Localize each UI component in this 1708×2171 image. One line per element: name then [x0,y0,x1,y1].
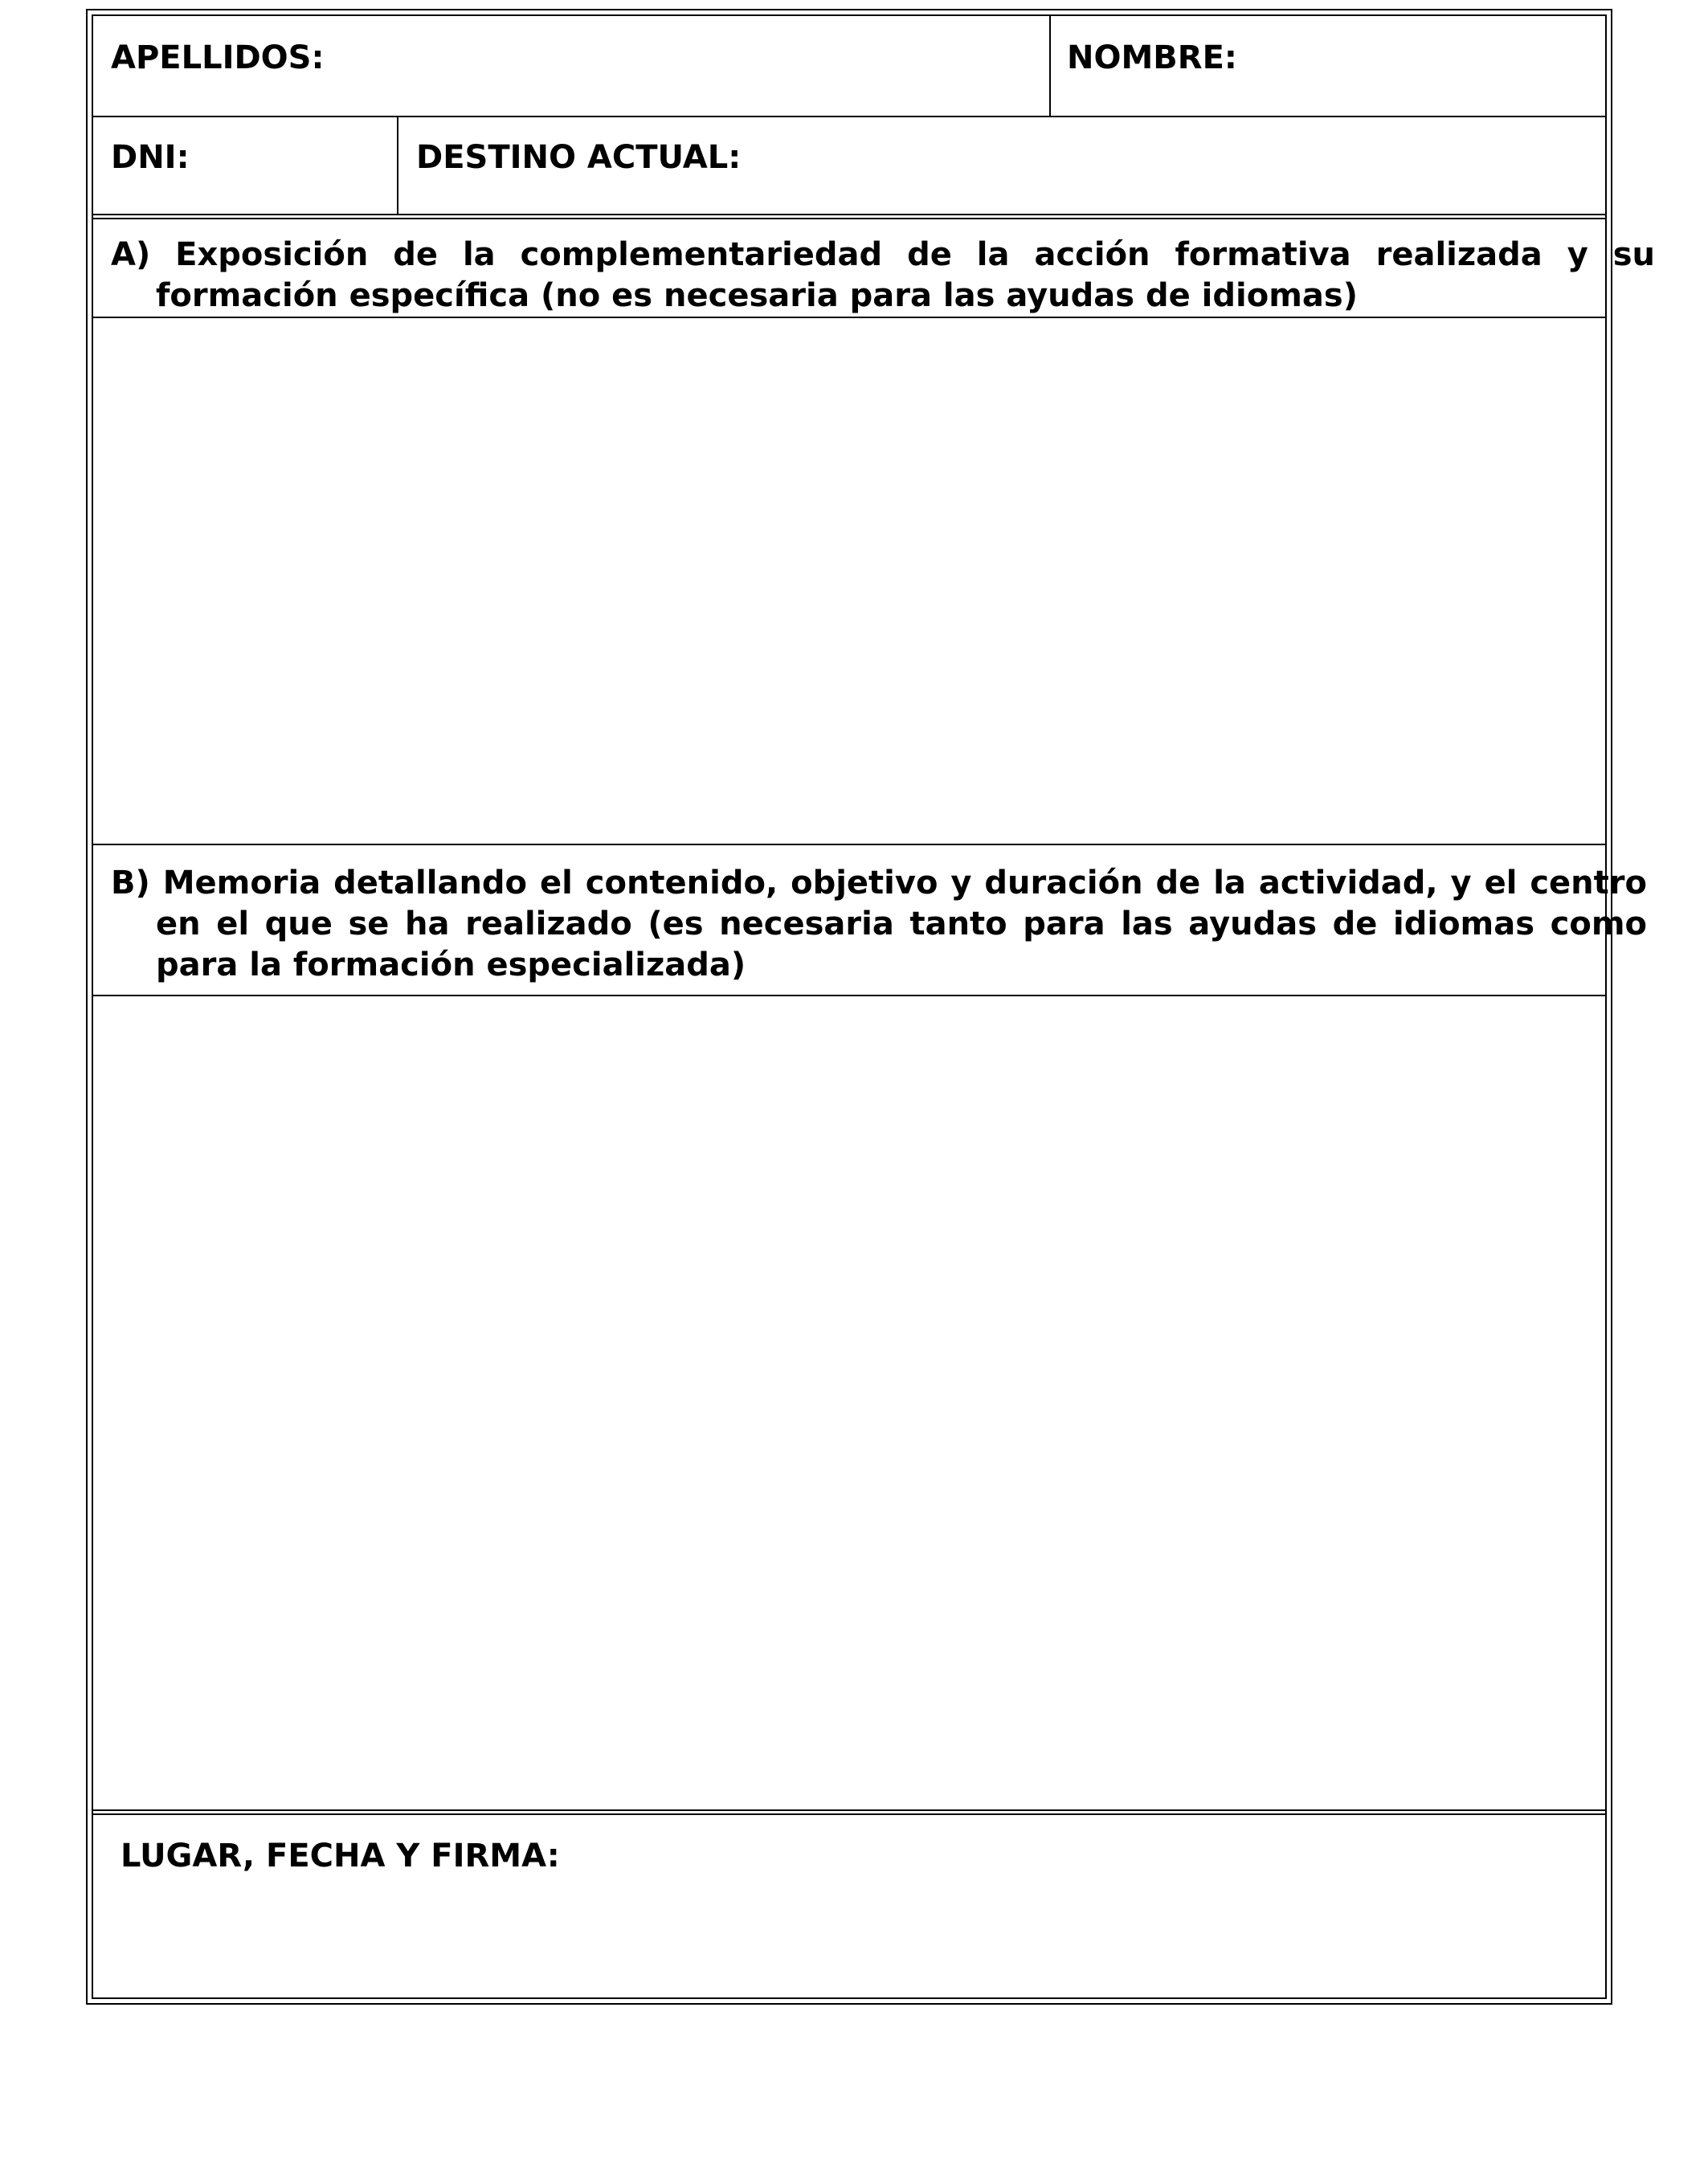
divider-line [93,844,1605,845]
destino-field[interactable] [760,117,1605,214]
application-form [86,9,1655,2005]
name-row [93,16,1605,116]
apellidos-field[interactable] [302,16,1041,114]
divider-line [93,214,1605,219]
nombre-label: NOMBRE: [1067,39,1237,76]
section-b-heading: B) Memoria detallando el contenido, objetivo y duración de la actividad, y el centro en el que se ha realizado (es necesaria tanto para las ayudas de idiomas como para la formación especializada) [111,865,1647,983]
dni-row [93,117,1605,214]
lugar-fecha-firma-label: LUGAR, FECHA Y FIRMA: [121,1838,560,1875]
dni-divider [397,117,398,214]
name-divider [1049,16,1051,116]
section-a-heading: A) Exposición de la complementariedad de la acción formativa realizada y su formación específica (no es necesaria para las ayudas de idiomas) [111,236,1655,314]
dni-label: DNI: [111,139,190,176]
section-b-answer-area[interactable] [93,996,1605,1809]
destino-label: DESTINO ACTUAL: [416,139,742,176]
nombre-field[interactable] [1234,16,1605,114]
signature-area[interactable] [93,1814,1605,1997]
form-inner-frame [92,14,1655,1999]
section-a-answer-area[interactable] [93,318,1605,844]
dni-field[interactable] [198,117,390,214]
apellidos-label: APELLIDOS: [111,39,325,76]
